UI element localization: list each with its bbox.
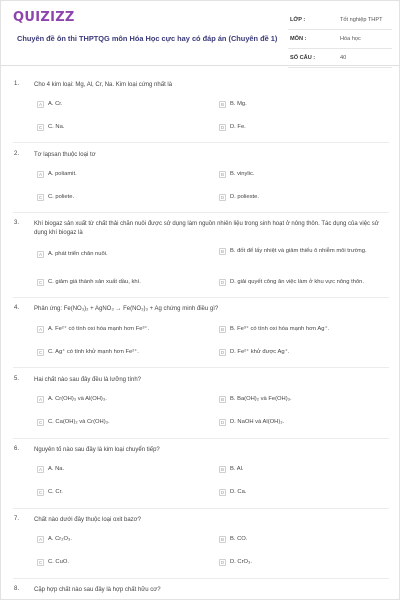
option-text: A. Cr₂O₃. [48,536,72,542]
question-6 [1,446,400,506]
option-text: C. Na. [48,124,65,130]
question-7 [1,516,400,576]
option-letter-box: A [38,537,43,542]
option-d[interactable] [219,194,259,202]
option-text: B. Ba(OH)₂ và Fe(OH)₃. [230,396,292,402]
option-b[interactable] [219,171,254,179]
option-b[interactable] [219,396,292,404]
option-letter-box: C [38,125,43,130]
option-d[interactable] [219,489,246,497]
question-text: Hai chất nào sau đây đều là lưỡng tính? [34,377,142,383]
option-a[interactable] [37,536,72,544]
option-d[interactable] [219,349,289,357]
option-a[interactable] [37,466,64,474]
meta-value: Hóa học [340,36,361,42]
question-divider [13,297,389,298]
option-letter-box: D [220,560,225,565]
question-text: Chất nào dưới đây thuộc loại oxit bazơ? [34,517,141,523]
question-number: 6. [14,446,20,452]
option-letter-box: D [220,195,225,200]
option-b[interactable] [219,248,379,256]
option-letter-box: C [38,350,43,355]
option-text: D. Fe. [230,124,246,130]
meta-value: 40 [340,55,347,61]
option-b[interactable] [219,101,247,109]
question-4 [1,305,400,365]
option-text: C. Ca(OH)₂ và Cr(OH)₃. [48,419,110,425]
question-number: 1. [14,81,20,87]
option-text: D. giải quyết công ăn việc làm ở khu vực nông thôn. [230,279,364,285]
option-a[interactable] [37,171,77,179]
question-text: Tơ lapsan thuộc loại tơ [34,152,96,158]
question-2 [1,151,400,211]
option-c[interactable] [37,124,64,132]
option-letter-box: A [38,172,43,177]
quizizz-logo: QUIZIZZ [13,10,75,25]
option-text: C. giảm giá thành sản xuất dầu, khí. [48,279,141,285]
question-8 [1,586,400,600]
option-letter-box: B [220,467,225,472]
question-number: 5. [14,376,20,382]
option-letter-box: C [38,560,43,565]
question-divider [13,142,389,143]
question-text: Cho 4 kim loại: Mg, Al, Cr, Na. Kim loại cứng nhất là [34,82,173,88]
option-letter-box: B [220,172,225,177]
option-text: C. CuO. [48,559,69,565]
question-number: 2. [14,151,20,157]
option-a[interactable] [37,101,63,109]
option-letter-box: B [220,249,225,254]
question-number: 4. [14,305,20,311]
question-divider [13,508,389,509]
question-text: Khí biogaz sản xuất từ chất thải chăn nuôi được sử dụng làm nguồn nhiên liệu trong sinh hoạt ở nông thôn. Tác dụng của việc sử dụng khí biogaz là [34,221,379,236]
question-text: Phản ứng: Fe(NO₃)₂ + AgNO₃ → Fe(NO₃)₃ + Ag chứng minh điều gì? [34,306,219,312]
option-b[interactable] [219,466,244,474]
option-text: C. Ag⁺ có tính khử mạnh hơn Fe²⁺. [48,349,139,355]
option-text: C. poliete. [48,194,75,200]
option-text: A. phát triển chăn nuôi. [48,251,108,257]
meta-label: MÔN : [290,36,307,42]
question-divider [13,438,389,439]
option-b[interactable] [219,536,247,544]
meta-label: LỚP : [290,17,306,23]
option-text: B. Fe³⁺ có tính oxi hóa mạnh hơn Ag⁺. [230,326,330,332]
option-text: B. CO. [230,536,248,542]
option-text: A. Cr(OH)₃ và Al(OH)₃. [48,396,107,402]
option-d[interactable] [219,559,252,567]
page-title: Chuyên đề ôn thi THPTQG môn Hóa Học cực hay có đáp án (Chuyên đề 1) [17,34,278,43]
option-c[interactable] [37,559,69,567]
question-text: Cặp hợp chất nào sau đây là hợp chất hữu cơ? [34,587,161,593]
option-text: D. CrO₃. [230,559,253,565]
option-letter-box: B [220,102,225,107]
meta-value: Tốt nghiệp THPT [340,17,383,23]
option-letter-box: D [220,125,225,130]
option-text: B. Mg. [230,101,247,107]
option-text: D. polieste. [230,194,259,200]
option-letter-box: C [38,280,43,285]
meta-row-class [288,11,392,30]
option-a[interactable] [37,396,107,404]
question-text: Nguyên tố nào sau đây là kim loại chuyển tiếp? [34,447,160,453]
question-3 [1,220,400,296]
meta-row-subject [288,30,392,49]
option-text: D. Ca. [230,489,247,495]
option-letter-box: B [220,537,225,542]
option-letter-box: A [38,327,43,332]
meta-label: SỐ CÂU : [290,55,316,61]
option-letter-box: D [220,490,225,495]
question-1 [1,81,400,141]
option-text: B. đốt để lấy nhiệt và giảm thiểu ô nhiễm môi trường. [230,248,367,254]
option-letter-box: B [220,327,225,332]
option-letter-box: C [38,490,43,495]
option-letter-box: D [220,420,225,425]
meta-table [288,11,392,68]
header-divider [1,65,400,66]
option-c[interactable] [37,279,141,287]
option-letter-box: C [38,420,43,425]
option-letter-box: A [38,467,43,472]
option-text: A. poliamit. [48,171,77,177]
option-c[interactable] [37,349,139,357]
option-text: A. Fe²⁺ có tính oxi hóa mạnh hơn Fe³⁺. [48,326,150,332]
question-divider [13,367,389,368]
option-d[interactable] [219,124,246,132]
option-letter-box: A [38,102,43,107]
option-b[interactable] [219,326,329,334]
option-text: B. vinylic. [230,171,255,177]
option-c[interactable] [37,419,110,427]
option-letter-box: A [38,252,43,257]
option-text: B. Al. [230,466,244,472]
option-letter-box: A [38,397,43,402]
option-letter-box: B [220,397,225,402]
question-divider [13,212,389,213]
option-c[interactable] [37,489,63,497]
option-text: C. Cr. [48,489,63,495]
question-5 [1,376,400,436]
option-a[interactable] [37,251,108,259]
option-text: A. Cr. [48,101,63,107]
option-c[interactable] [37,194,74,202]
question-number: 8. [14,586,20,592]
option-text: D. NaOH và Al(OH)₃. [230,419,285,425]
option-text: A. Na. [48,466,65,472]
option-a[interactable] [37,326,149,334]
option-letter-box: D [220,280,225,285]
option-d[interactable] [219,279,364,287]
question-divider [13,578,389,579]
option-d[interactable] [219,419,284,427]
question-number: 3. [14,220,20,226]
option-letter-box: D [220,350,225,355]
option-letter-box: C [38,195,43,200]
option-text: D. Fe²⁺ khử được Ag⁺. [230,349,290,355]
question-number: 7. [14,516,20,522]
